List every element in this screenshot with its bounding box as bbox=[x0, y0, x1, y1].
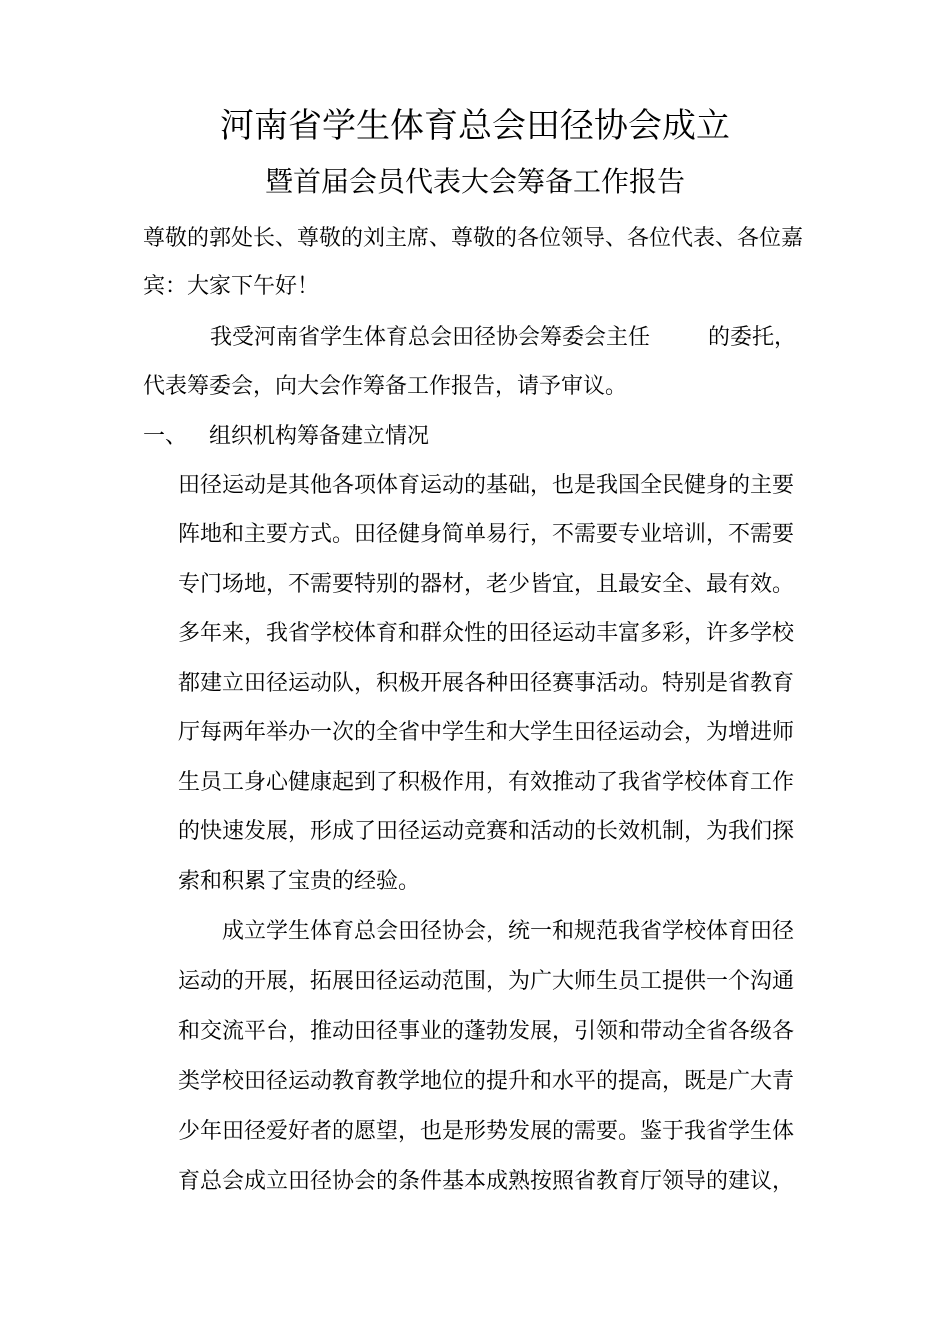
paragraph-line: 少年田径爱好者的愿望，也是形势发展的需要。鉴于我省学生体 bbox=[178, 1119, 795, 1144]
greeting-line: 尊敬的郭处长、尊敬的刘主席、尊敬的各位领导、各位代表、各位嘉 bbox=[143, 226, 804, 251]
paragraph-line: 索和积累了宝贵的经验。 bbox=[178, 869, 421, 894]
intro-line bbox=[210, 323, 796, 353]
intro-line: 代表筹委会，向大会作筹备工作报告，请予审议。 bbox=[143, 374, 628, 399]
paragraph-line: 都建立田径运动队，积极开展各种田径赛事活动。特别是省教育 bbox=[178, 671, 795, 696]
paragraph-line: 运动的开展，拓展田径运动范围，为广大师生员工提供一个沟通 bbox=[178, 969, 795, 994]
document-subtitle: 暨首届会员代表大会筹备工作报告 bbox=[264, 165, 685, 198]
paragraph-line: 阵地和主要方式。田径健身简单易行，不需要专业培训，不需要 bbox=[178, 522, 795, 547]
intro-text: 我受河南省学生体育总会田径协会筹委会主任 bbox=[210, 325, 651, 350]
section-title: 组织机构筹备建立情况 bbox=[209, 424, 430, 449]
paragraph-line: 生员工身心健康起到了积极作用，有效推动了我省学校体育工作 bbox=[178, 770, 795, 795]
paragraph-line: 类学校田径运动教育教学地位的提升和水平的提高，既是广大青 bbox=[178, 1069, 795, 1094]
paragraph-line: 田径运动是其他各项体育运动的基础，也是我国全民健身的主要 bbox=[178, 473, 795, 498]
paragraph-line: 和交流平台，推动田径事业的蓬勃发展，引领和带动全省各级各 bbox=[178, 1019, 795, 1044]
section-heading bbox=[143, 422, 429, 452]
intro-text: 的委托， bbox=[708, 325, 797, 350]
paragraph-line: 专门场地，不需要特别的器材，老少皆宜，且最安全、最有效。 bbox=[178, 572, 795, 597]
paragraph-line: 多年来，我省学校体育和群众性的田径运动丰富多彩，许多学校 bbox=[178, 621, 795, 646]
paragraph-line: 成立学生体育总会田径协会，统一和规范我省学校体育田径 bbox=[222, 919, 795, 944]
paragraph-line: 厅每两年举办一次的全省中学生和大学生田径运动会，为增进师 bbox=[178, 720, 795, 745]
section-number: 一、 bbox=[143, 424, 188, 449]
greeting-line: 宾：大家下午好！ bbox=[143, 274, 320, 299]
document-title: 河南省学生体育总会田径协会成立 bbox=[220, 106, 730, 146]
paragraph-line: 的快速发展，形成了田径运动竞赛和活动的长效机制，为我们探 bbox=[178, 819, 795, 844]
paragraph-line: 育总会成立田径协会的条件基本成熟按照省教育厅领导的建议， bbox=[178, 1169, 795, 1194]
